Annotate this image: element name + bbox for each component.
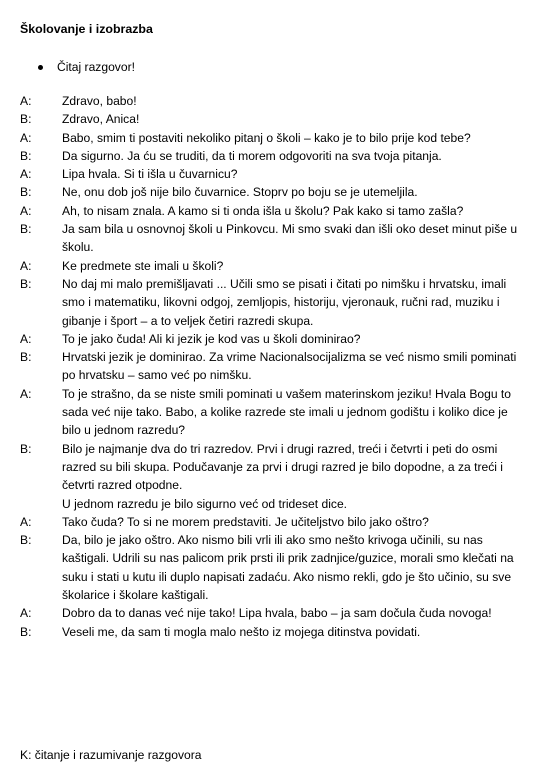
speaker-label: A: xyxy=(20,606,32,621)
dialogue-text: Da sigurno. Ja ću se truditi, da ti morem odgovoriti na sva tvoja pitanja. xyxy=(62,148,442,163)
dialogue-line xyxy=(20,440,520,495)
instruction xyxy=(38,60,135,74)
dialogue-text: Veseli me, da sam ti mogla malo nešto iz mojega ditinstva povidati. xyxy=(62,624,421,639)
dialogue-line xyxy=(20,604,520,622)
dialogue-line xyxy=(20,110,520,128)
dialogue-line xyxy=(20,147,520,165)
speaker-label: B: xyxy=(20,441,32,456)
speaker-label: B: xyxy=(20,148,32,163)
dialogue-text: Bilo je najmanje dva do tri razredov. Prvi i drugi razred, treći i četvrti i peti do osmi razred su bili skupa. Podučavanje za prvi i drugi razred je bilo dopodne, a za treći i četvrti razred otpodne. xyxy=(62,441,503,493)
speaker-label: A: xyxy=(20,386,32,401)
dialogue-line xyxy=(20,531,520,604)
page-title: Školovanje i izobrazba xyxy=(20,22,153,36)
dialogue-text: Ke predmete ste imali u školi? xyxy=(62,258,224,273)
instruction-text: Čitaj razgovor! xyxy=(57,60,135,74)
speaker-label xyxy=(20,495,62,513)
dialogue-text: To je strašno, da se niste smili pominati u vašem materinskom jeziku! Hvala Bogu to sada već nije tako. Babo, a kolike razrede ste imali u jednom godištu i koliko dice je bilo u jednom razredu? xyxy=(62,386,512,438)
dialogue-line xyxy=(20,623,520,641)
dialogue-line xyxy=(20,348,520,385)
dialogue-text: Dobro da to danas već nije tako! Lipa hvala, babo – ja sam dočula čuda novoga! xyxy=(62,606,492,621)
dialogue-line xyxy=(20,183,520,201)
speaker-label: B: xyxy=(20,624,32,639)
speaker-label: B: xyxy=(20,185,32,200)
dialogue-text: Hrvatski jezik je dominirao. Za vrime Nacionalsocijalizma se već nismo smili pominati po hrvatsku – samo već po nimšku. xyxy=(62,350,517,383)
speaker-label: A: xyxy=(20,167,32,182)
dialogue-text: To je jako čuda! Ali ki jezik je kod vas u školi dominirao? xyxy=(62,331,361,346)
speaker-label: B: xyxy=(20,222,32,237)
speaker-label: A: xyxy=(20,203,32,218)
dialogue-line xyxy=(20,165,520,183)
speaker-label: B: xyxy=(20,276,32,291)
dialogue-line xyxy=(20,220,520,257)
speaker-label: A: xyxy=(20,331,32,346)
speaker-label: B: xyxy=(20,350,32,365)
dialogue-line xyxy=(20,513,520,531)
bullet-icon xyxy=(38,65,43,70)
dialogue-line xyxy=(20,385,520,440)
speaker-label: A: xyxy=(20,94,32,108)
dialogue-text: Lipa hvala. Si ti išla u čuvarnicu? xyxy=(62,167,238,182)
dialogue-text: Zdravo, Anica! xyxy=(62,112,140,127)
speaker-label: A: xyxy=(20,130,32,145)
dialogue-line xyxy=(20,92,520,110)
dialogue-text: No daj mi malo premišljavati ... Učili smo se pisati i čitati po nimšku i hrvatsku, imali smo i matematiku, likovni odgoj, zemljopis, historiju, vjeronauk, ručni rad, muziku i gibanje i šport – a to veljek četiri razredi skupa. xyxy=(62,276,507,328)
dialogue-text: Zdravo, babo! xyxy=(62,94,137,108)
speaker-label: A: xyxy=(20,514,32,529)
dialogue-text: Ja sam bila u osnovnoj školi u Pinkovcu. Mi smo svaki dan išli oko deset minut piše u školu. xyxy=(62,222,518,255)
speaker-label: A: xyxy=(20,258,32,273)
dialogue-text: Ah, to nisam znala. A kamo si ti onda išla u školu? Pak kako si tamo zašla? xyxy=(62,203,464,218)
dialogue-text: Tako čuda? To si ne morem predstaviti. Je učiteljstvo bilo jako oštro? xyxy=(62,514,429,529)
dialogue-text: U jednom razredu je bilo sigurno već od trideset dice. xyxy=(62,496,348,511)
dialogue-line xyxy=(20,275,520,330)
dialogue-line xyxy=(20,202,520,220)
dialogue-text: Da, bilo je jako oštro. Ako nismo bili vrli ili ako smo nešto krivoga učinili, su nas kaštigali. Udrili su nas palicom prik prsti ili prik zadnjice/guzice, morali smo klečati na suku i stati u kutu ili duplo napisati zadaću. Ako nismo rekli, gdo je što učinio, su sve školarice i školare kaštigali. xyxy=(62,533,514,603)
speaker-label: B: xyxy=(20,533,32,548)
speaker-label: B: xyxy=(20,112,32,127)
dialogue-line xyxy=(20,330,520,348)
dialogue-line xyxy=(20,257,520,275)
dialogue-line xyxy=(20,129,520,147)
dialogue xyxy=(20,92,520,641)
dialogue-text: Ne, onu dob još nije bilo čuvarnice. Stoprv po boju se je utemeljila. xyxy=(62,185,418,200)
dialogue-text: Babo, smim ti postaviti nekoliko pitanj o školi – kako je to bilo prije kod tebe? xyxy=(62,130,471,145)
dialogue-line xyxy=(20,495,520,513)
footer-note: K: čitanje i razumivanje razgovora xyxy=(20,748,202,762)
